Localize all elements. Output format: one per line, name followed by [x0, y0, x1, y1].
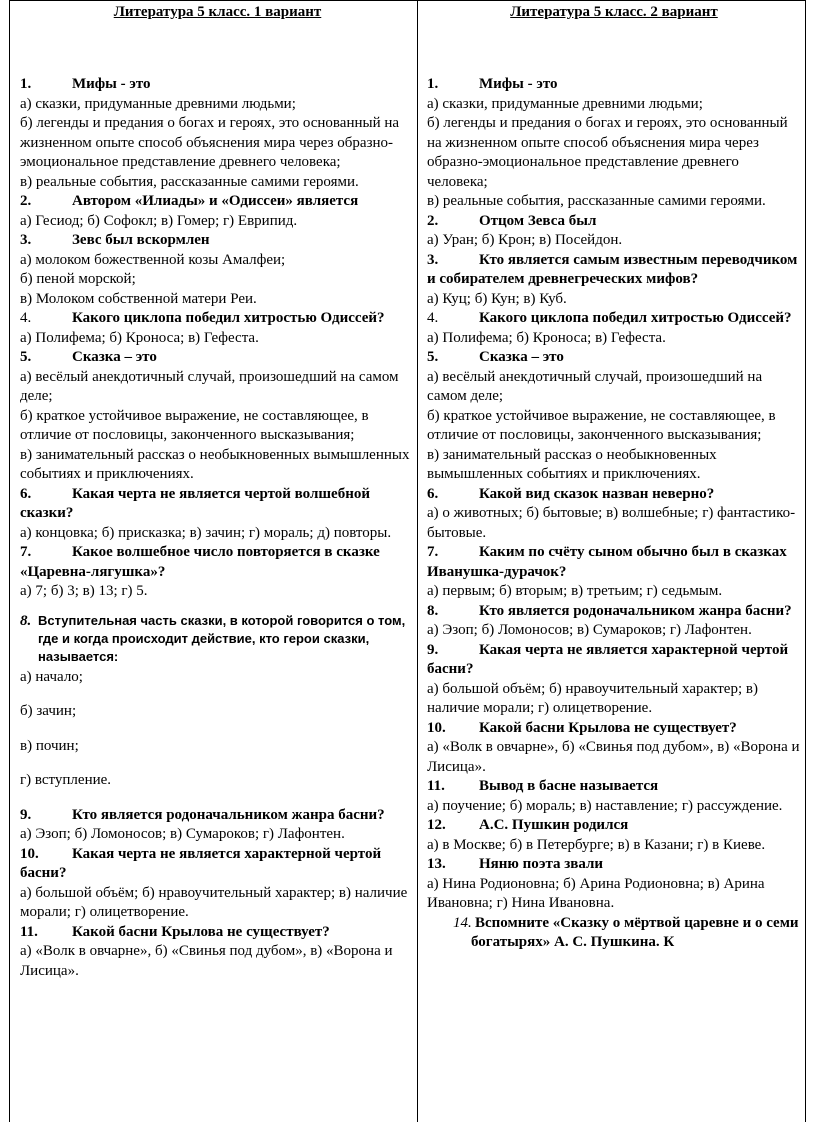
answer-option: а) «Волк в овчарне», б) «Свинья под дубом», в) «Ворона и Лисица».: [427, 739, 800, 775]
question-5: 5. Сказка – это: [20, 349, 157, 365]
question-6: 6. Какой вид сказок назван неверно?: [427, 485, 715, 502]
variant-2-title: Литература 5 класс. 2 вариант: [510, 4, 718, 20]
variant-1-column: [20, 0, 415, 981]
question-4: 4. Какого циклопа победил хитростью Одиссей?: [20, 310, 385, 326]
answer-option: а) весёлый анекдотичный случай, произошедший на самом деле;: [20, 368, 399, 404]
answer-option: а) «Волк в овчарне», б) «Свинья под дубом», в) «Ворона и Лисица».: [20, 943, 393, 979]
answer-option: а) Нина Родионовна; б) Арина Родионовна; в) Арина Ивановна; г) Нина Ивановна.: [427, 875, 765, 911]
answer-option: а) весёлый анекдотичный случай, произошедший на самом деле;: [427, 368, 763, 404]
answer-option: а) концовка; б) присказка; в) зачин; г) мораль; д) повторы.: [20, 524, 392, 541]
answer-option: а) большой объём; б) нравоучительный характер; в) наличие морали; г) олицетворение.: [427, 680, 758, 716]
answer-option: а) молоком божественной козы Амалфеи;: [20, 251, 286, 268]
answer-option: а) в Москве; б) в Петербурге; в) в Казани; г) в Киеве.: [427, 836, 766, 853]
question-3: 3. Кто является самым известным переводчиком и собирателем древнегреческих мифов?: [427, 251, 798, 287]
answer-option: б) зачин;: [20, 703, 77, 719]
question-13: 13. Няню поэта звали: [427, 856, 604, 872]
answer-option: а) Полифема; б) Кроноса; в) Гефеста.: [427, 329, 666, 346]
question-14: 14. Вспомните «Сказку о мёртвой царевне и о семи богатырях» А. С. Пушкина. К: [453, 914, 799, 950]
question-8: 8. Вступительная часть сказки, в которой говорится о том, где и когда происходит действие, кто герои сказки, называется:: [20, 612, 406, 664]
answer-option: а) Куц; б) Кун; в) Куб.: [427, 290, 567, 307]
question-7: 7. Какое волшебное число повторяется в сказке «Царевна-лягушка»?: [20, 544, 380, 580]
question-3: 3. Зевс был вскормлен: [20, 232, 210, 248]
answer-option: а) сказки, придуманные древними людьми;: [427, 95, 703, 112]
answer-option: в) занимательный рассказ о необыкновенных вымышленных событиях и приключениях.: [427, 446, 717, 482]
question-10: 10. Какой басни Крылова не существует?: [427, 719, 737, 736]
answer-option: б) легенды и предания о богах и героях, это основанный на жизненном опыте способ объяснения мира через образно-эмоциональное представление древнего человека;: [427, 115, 788, 190]
question-10: 10. Какая черта не является характерной чертой басни?: [20, 845, 382, 881]
answer-option: в) реальные события, рассказанные самими героями.: [427, 193, 766, 209]
answer-option: а) сказки, придуманные древними людьми;: [20, 95, 296, 112]
question-9: 9. Кто является родоначальником жанра басни?: [20, 806, 385, 823]
answer-option: в) Молоком собственной матери Реи.: [20, 290, 257, 307]
answer-option: а) поучение; б) мораль; в) наставление; г) рассуждение.: [427, 797, 783, 814]
column-divider: [417, 0, 418, 1122]
variant-1-title: Литература 5 класс. 1 вариант: [113, 4, 322, 20]
variant-2-column: [427, 0, 801, 953]
answer-option: а) начало;: [20, 668, 83, 685]
answer-option: а) Эзоп; б) Ломоносов; в) Сумароков; г) Лафонтен.: [427, 622, 752, 638]
answer-option: б) пеной морской;: [20, 271, 136, 287]
question-2: 2. Автором «Илиады» и «Одиссеи» является: [20, 193, 359, 209]
question-4: 4. Какого циклопа победил хитростью Одиссей?: [427, 310, 792, 326]
answer-option: а) первым; б) вторым; в) третьим; г) седьмым.: [427, 583, 723, 599]
question-11: 11. Вывод в басне называется: [427, 778, 659, 794]
answer-option: а) большой объём; б) нравоучительный характер; в) наличие морали; г) олицетворение.: [20, 884, 408, 920]
question-12: 12. А.С. Пушкин родился: [427, 817, 629, 833]
answer-option: а) 7; б) 3; в) 13; г) 5.: [20, 583, 148, 599]
question-1: 1. Мифы - это: [427, 76, 558, 92]
answer-option: а) Уран; б) Крон; в) Посейдон.: [427, 232, 623, 248]
answer-option: б) легенды и предания о богах и героях, это основанный на жизненном опыте способ объяснения мира через образно-эмоциональное представление древнего человека;: [20, 115, 400, 170]
answer-option: а) Гесиод; б) Софокл; в) Гомер; г) Еврипид.: [20, 212, 298, 229]
question-1: 1. Мифы - это: [20, 76, 151, 92]
question-2: 2. Отцом Зевса был: [427, 212, 597, 229]
question-11: 11. Какой басни Крылова не существует?: [20, 923, 330, 940]
answer-option: в) реальные события, рассказанные самими героями.: [20, 173, 359, 190]
answer-option: б) краткое устойчивое выражение, не составляющее, в отличие от пословицы, законченного высказывания;: [20, 407, 369, 443]
answer-option: б) краткое устойчивое выражение, не составляющее, в отличие от пословицы, законченного высказывания;: [427, 407, 776, 443]
question-5: 5. Сказка – это: [427, 349, 564, 365]
answer-option: г) вступление.: [20, 772, 112, 788]
question-9: 9. Какая черта не является характерной чертой басни?: [427, 641, 789, 677]
answer-option: а) Эзоп; б) Ломоносов; в) Сумароков; г) Лафонтен.: [20, 826, 345, 842]
question-8: 8. Кто является родоначальником жанра басни?: [427, 602, 792, 619]
question-6: 6. Какая черта не является чертой волшебной сказки?: [20, 485, 371, 521]
answer-option: в) занимательный рассказ о необыкновенных вымышленных событиях и приключениях.: [20, 446, 410, 482]
answer-option: в) почин;: [20, 737, 79, 754]
question-7: 7. Каким по счёту сыном обычно был в сказках Иванушка-дурачок?: [427, 544, 787, 580]
answer-option: а) Полифема; б) Кроноса; в) Гефеста.: [20, 329, 259, 346]
answer-option: а) о животных; б) бытовые; в) волшебные; г) фантастико-бытовые.: [427, 505, 796, 541]
